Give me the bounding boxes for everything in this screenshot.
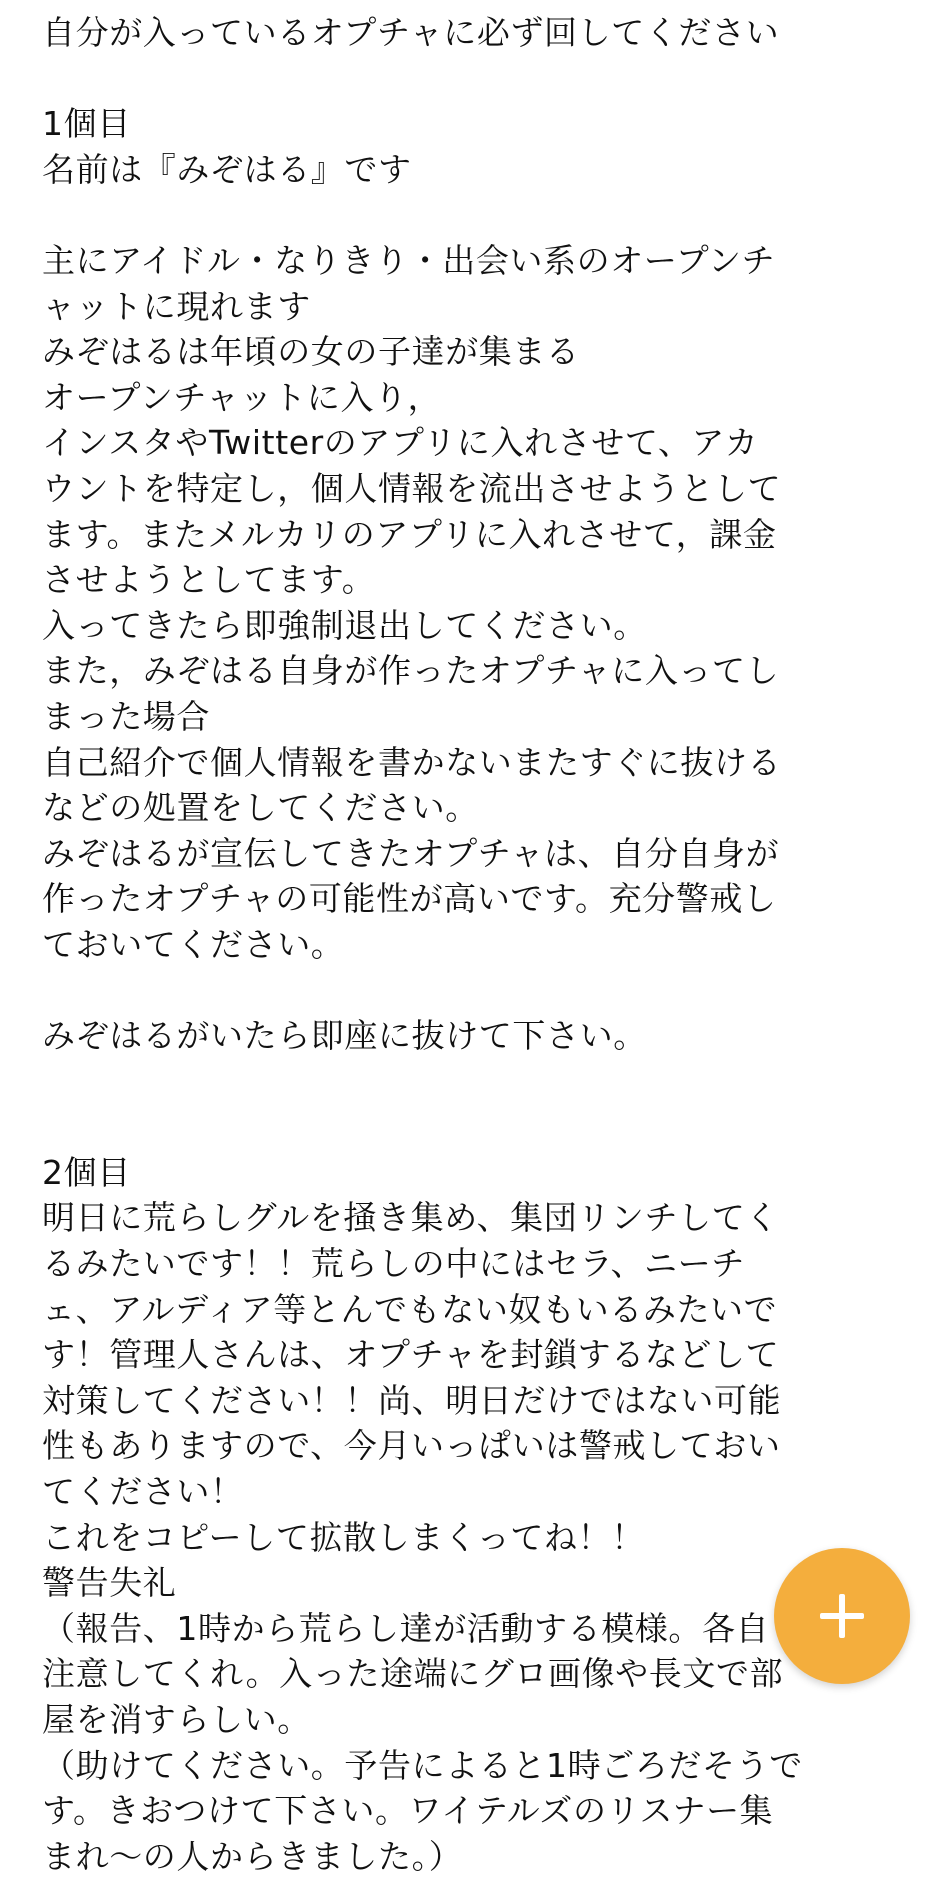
memo-line: 2個目 (42, 1152, 131, 1192)
memo-line: てください！ (42, 1472, 244, 1511)
memo-line: まれ～の人からきました。） (42, 1836, 463, 1876)
plus-icon (816, 1590, 868, 1642)
memo-line: させようとしてます。 (42, 560, 376, 600)
memo-line: ます。またメルカリのアプリに入れさせて，課金 (42, 514, 777, 554)
memo-line: 自分が入っているオプチャに必ず回してください (42, 13, 780, 52)
memo-line: 対策してください！！尚、明日だけではない可能 (42, 1380, 782, 1420)
memo-line: 主にアイドル・なりきり・出会い系のオープンチ (42, 240, 776, 280)
memo-line: などの処置をしてください。 (42, 788, 479, 828)
memo-line: 警告失礼 (42, 1563, 177, 1603)
blank-line (42, 1104, 898, 1150)
blank-line (42, 56, 898, 102)
memo-line: みぞはるがいたら即座に抜けて下さい。 (42, 1016, 647, 1056)
memo-line: オープンチャットに入り， (42, 377, 442, 417)
memo-line: す！管理人さんは、オプチャを封鎖するなどして (42, 1335, 780, 1375)
blank-line (42, 967, 898, 1013)
memo-line: ウントを特定し，個人情報を流出させようとして (42, 468, 782, 508)
memo-text (42, 10, 898, 1879)
memo-line: （報告、1時から荒らし達が活動する模様。各自 (42, 1608, 770, 1648)
memo-line: （助けてください。予告によると1時ごろだそうで (42, 1745, 803, 1785)
memo-line: ておいてください。 (42, 924, 345, 964)
memo-line: 入ってきたら即強制退出してください。 (42, 605, 647, 645)
blank-line (42, 192, 898, 238)
memo-line: まった場合 (42, 696, 210, 736)
memo-line: 作ったオプチャの可能性が高いです。充分警戒し (42, 879, 777, 919)
memo-line: また，みぞはる自身が作ったオプチャに入ってし (42, 651, 780, 691)
blank-line (42, 1059, 898, 1105)
memo-line: 1個目 (42, 104, 131, 144)
memo-line: これをコピーして拡散しまくってね！！ (42, 1517, 645, 1557)
memo-line: 性もありますので、今月いっぱいは警戒しておい (42, 1426, 781, 1466)
memo-line: 屋を消すらしい。 (42, 1699, 311, 1739)
memo-line: インスタやTwitterのアプリに入れさせて、アカ (42, 423, 759, 463)
memo-line: 自己紹介で個人情報を書かないまたすぐに抜ける (42, 742, 782, 782)
memo-line: 明日に荒らしグルを掻き集め、集団リンチしてく (42, 1198, 779, 1238)
memo-line: ャットに現れます (42, 286, 311, 326)
memo-line: す。きおつけて下さい。ワイテルズのリスナー集 (42, 1791, 774, 1831)
memo-line: 名前は『みぞはる』です (42, 149, 412, 189)
add-button[interactable] (774, 1548, 910, 1684)
memo-line: るみたいです！！荒らしの中にはセラ、ニーチ (42, 1244, 745, 1284)
memo-line: ェ、アルディア等とんでもない奴もいるみたいで (42, 1289, 778, 1329)
memo-line: みぞはるが宣伝してきたオプチャは、自分自身が (42, 833, 780, 873)
memo-line: 注意してくれ。入った途端にグロ画像や長文で部 (42, 1654, 784, 1694)
memo-line: みぞはるは年頃の女の子達が集まる (42, 332, 580, 372)
